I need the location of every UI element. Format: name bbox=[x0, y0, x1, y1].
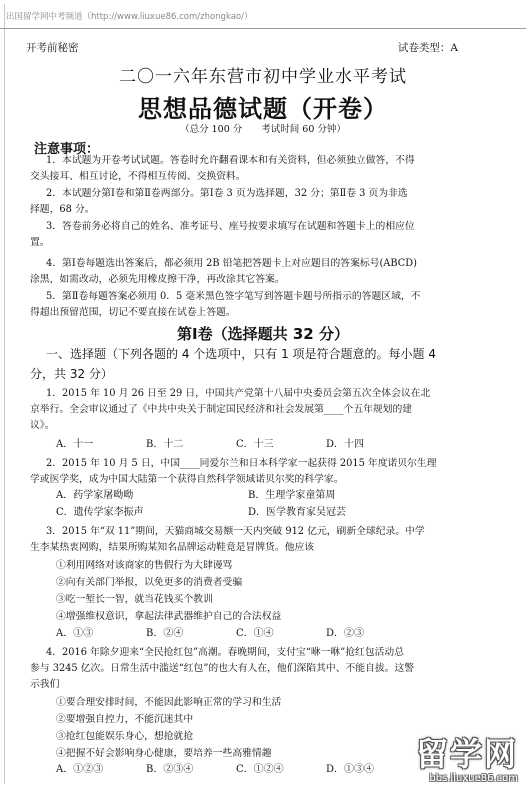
option-d: D．医学教育家吴冠芸 bbox=[248, 507, 347, 518]
option-d: D．十四 bbox=[326, 439, 365, 450]
statement-item: ①要合理安排时间，不能因此影响正常的学习和生活 bbox=[56, 697, 282, 708]
question-text: 学或医学奖，成为中国大陆第一个获得自然科学领域诺贝尔奖的科学家。 bbox=[30, 474, 344, 485]
answer-options bbox=[56, 438, 364, 452]
notice-line: 择题，68 分。 bbox=[30, 204, 95, 215]
subject-title: 思想品德试题（开卷） bbox=[138, 95, 388, 123]
option-b: B．②③④ bbox=[146, 764, 194, 775]
source-header: 出国留学网中考频道（http://www.liuxue86.com/zhongkao/） bbox=[6, 12, 253, 22]
statement-item: ④把握不好会影响身心健康，要培养一些高雅情趣 bbox=[56, 748, 272, 759]
notice-line: 得超出预留范围，切记不要直接在试卷上答题。 bbox=[30, 307, 236, 318]
site-watermark bbox=[368, 729, 518, 785]
option-c: C．①④ bbox=[236, 628, 274, 639]
watermark-url: bbs.liuxue86.com bbox=[429, 773, 518, 784]
watermark-logo-text: 留学网 bbox=[415, 735, 518, 773]
notice-line: 5．第Ⅱ卷每题答案必须用 0．5 毫米黑色签字笔写到答题卡题号所指示的答题区域，不 bbox=[46, 291, 421, 302]
notice-line: 2．本试题分第Ⅰ卷和第Ⅱ卷两部分。第Ⅰ卷 3 页为选择题，32 分；第Ⅱ卷 3 页为非选 bbox=[46, 188, 408, 199]
question-text: 参与 3245 亿次。日常生活中滥送“红包”的也大有人在，他们深陷其中、不能自拔。这警 bbox=[30, 663, 415, 674]
statement-item: ①利用网络对该商家的售假行为大肆谩骂 bbox=[56, 560, 233, 571]
question-text: 议》。 bbox=[30, 420, 55, 431]
option-a: A．①②③ bbox=[56, 764, 104, 775]
confidential-label: 开考前秘密 bbox=[26, 42, 79, 54]
option-b: B．生理学家童第周 bbox=[248, 490, 336, 501]
notice-line: 置。 bbox=[30, 237, 50, 248]
option-b: B．②④ bbox=[146, 628, 184, 639]
statement-item: ③吃一堑长一智，就当花钱买个教训 bbox=[56, 594, 213, 605]
notice-line: 交头接耳、相互讨论，不得相互传阅、交换资料。 bbox=[30, 171, 246, 182]
option-b: B．十二 bbox=[146, 439, 184, 450]
notice-line: 涂黑，如需改动，必须先用橡皮擦干净，再改涂其它答案。 bbox=[30, 274, 285, 285]
statement-item: ②向有关部门举报，以免更多的消费者受骗 bbox=[56, 577, 243, 588]
question-text: 4．2016 年除夕迎来“全民抢红包”高潮。春晚期间，支付宝“咻一咻”抢红包活动总 bbox=[46, 647, 405, 658]
option-a: A．①③ bbox=[56, 628, 94, 639]
question-text: 3．2015 年“双 11”期间，天猫商城交易额一天内突破 912 亿元，刷新全球纪录。中学 bbox=[46, 526, 425, 537]
question-text: 生李某热衷网购，结果所购某知名品牌运动鞋竟是冒牌货。他应该 bbox=[30, 542, 315, 553]
section-title: 第Ⅰ卷（选择题共 32 分） bbox=[177, 325, 349, 343]
option-a: A．十一 bbox=[56, 439, 94, 450]
notice-line: 1．本试题为开卷考试试题。答卷时允许翻看课本和有关资料，但必须独立做答，不得 bbox=[46, 155, 415, 166]
option-d: D．②③ bbox=[326, 628, 365, 639]
notice-heading: 注意事项： bbox=[34, 142, 100, 157]
statement-item: ④增强维权意识，拿起法律武器维护自己的合法权益 bbox=[56, 611, 282, 622]
question-text: 2．2015 年 10 月 5 日，中国____同爱尔兰和日本科学家一起获得 2015 年度诺贝尔生理 bbox=[46, 458, 437, 469]
answer-options bbox=[56, 627, 364, 641]
answer-options bbox=[56, 489, 335, 503]
notice-line: 4．第Ⅰ卷每题选出答案后，都必须用 2B 铅笔把答题卡上对应题目的答案标号(ABCD) bbox=[46, 258, 417, 269]
option-c: C．十三 bbox=[236, 439, 274, 450]
answer-options bbox=[56, 506, 346, 520]
option-c: C．遗传学家李振声 bbox=[56, 507, 144, 518]
statement-item: ②要增强自控力，不能沉迷其中 bbox=[56, 714, 194, 725]
question-text: 1．2015 年 10 月 26 日至 29 日，中国共产党第十八届中央委员会第五次全体会议在北 bbox=[46, 388, 431, 399]
section-instruction: 一、选择题（下列各题的 4 个选项中，只有 1 项是符合题意的。每小题 4 bbox=[46, 347, 436, 361]
answer-options bbox=[56, 763, 374, 777]
notice-line: 3．答卷前务必将自己的姓名、准考证号、座号按要求填写在试题和答题卡上的相应位 bbox=[46, 221, 415, 232]
exam-title: 二〇一六年东营市初中学业水平考试 bbox=[119, 67, 407, 87]
score-time-info: （总分 100 分 考试时间 60 分钟） bbox=[180, 124, 346, 135]
question-text: 示我们 bbox=[30, 679, 60, 690]
option-d: D．①③④ bbox=[326, 764, 375, 775]
header-divider bbox=[0, 28, 526, 29]
option-c: C．①②④ bbox=[236, 764, 284, 775]
question-text: 京举行。全会审议通过了《中共中央关于制定国民经济和社会发展第____个五年规划的建 bbox=[30, 404, 413, 415]
paper-type-label: 试卷类型：A bbox=[397, 42, 458, 54]
statement-item: ③抢红包能娱乐身心，想抢就抢 bbox=[56, 731, 194, 742]
option-a: A．药学家屠呦呦 bbox=[56, 490, 134, 501]
section-instruction: 分，共 32 分） bbox=[30, 367, 113, 381]
